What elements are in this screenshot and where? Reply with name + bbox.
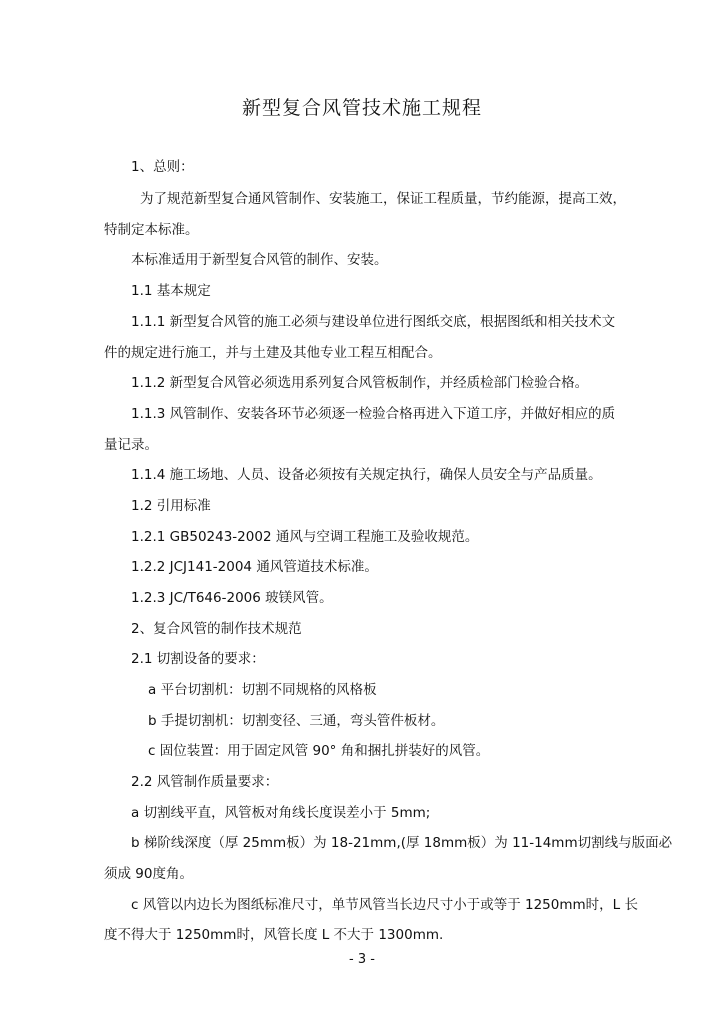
text-line: 度不得大于 1250mm时，风管长度 L 不大于 1300mm. xyxy=(104,927,444,943)
text-line: c 风管以内边长为图纸标准尺寸，单节风管当长边尺寸小于或等于 1250mm时，L 长 xyxy=(131,897,638,913)
text-line: 特制定本标准。 xyxy=(104,222,199,238)
text-line: a 切割线平直，风管板对角线长度误差小于 5mm; xyxy=(131,805,431,821)
text-line: b 梯阶线深度（厚 25mm板）为 18-21mm,(厚 18mm板）为 11-14mm切割线与版面必 xyxy=(131,835,673,851)
text-line: 2.2 风管制作质量要求： xyxy=(131,774,279,790)
text-line: 1.2.3 JC/T646-2006 玻镁风管。 xyxy=(131,590,333,606)
text-line: 为了规范新型复合通风管制作、安装施工，保证工程质量，节约能源，提高工效， xyxy=(140,191,626,207)
text-line: 件的规定进行施工，并与土建及其他专业工程互相配合。 xyxy=(104,345,442,361)
text-line: 1.2.1 GB50243-2002 通风与空调工程施工及验收规范。 xyxy=(131,529,479,545)
list-item: b 手提切割机：切割变径、三通，弯头管件板材。 xyxy=(148,713,445,729)
text-line: 本标准适用于新型复合风管的制作、安装。 xyxy=(131,252,388,268)
text-line: 1.2.2 JCJ141-2004 通风管道技术标准。 xyxy=(131,559,378,575)
page-number: - 3 - xyxy=(349,952,375,967)
section-heading: 1.1 基本规定 xyxy=(131,283,211,299)
section-heading: 2、复合风管的制作技术规范 xyxy=(131,621,302,637)
text-line: 1.1.4 施工场地、人员、设备必须按有关规定执行，确保人员安全与产品质量。 xyxy=(131,467,602,483)
text-line: 1、总则： xyxy=(131,159,194,175)
text-line: 量记录。 xyxy=(104,437,158,453)
list-item: a 平台切割机：切割不同规格的风格板 xyxy=(148,682,377,698)
text-line: 2.1 切割设备的要求： xyxy=(131,651,265,667)
text-line: 1.1.1 新型复合风管的施工必须与建设单位进行图纸交底，根据图纸和相关技术文 xyxy=(131,314,616,330)
text-line: 须成 90度角。 xyxy=(104,866,193,882)
section-heading: 1.2 引用标准 xyxy=(131,498,211,514)
text-line: 1.1.3 风管制作、安装各环节必须逐一检验合格再进入下道工序，并做好相应的质 xyxy=(131,406,616,422)
list-item: c 固位装置：用于固定风管 90° 角和捆扎拼装好的风管。 xyxy=(148,743,490,759)
document-title: 新型复合风管技术施工规程 xyxy=(241,97,482,119)
text-line: 1.1.2 新型复合风管必须选用系列复合风管板制作，并经质检部门检验合格。 xyxy=(131,375,589,391)
